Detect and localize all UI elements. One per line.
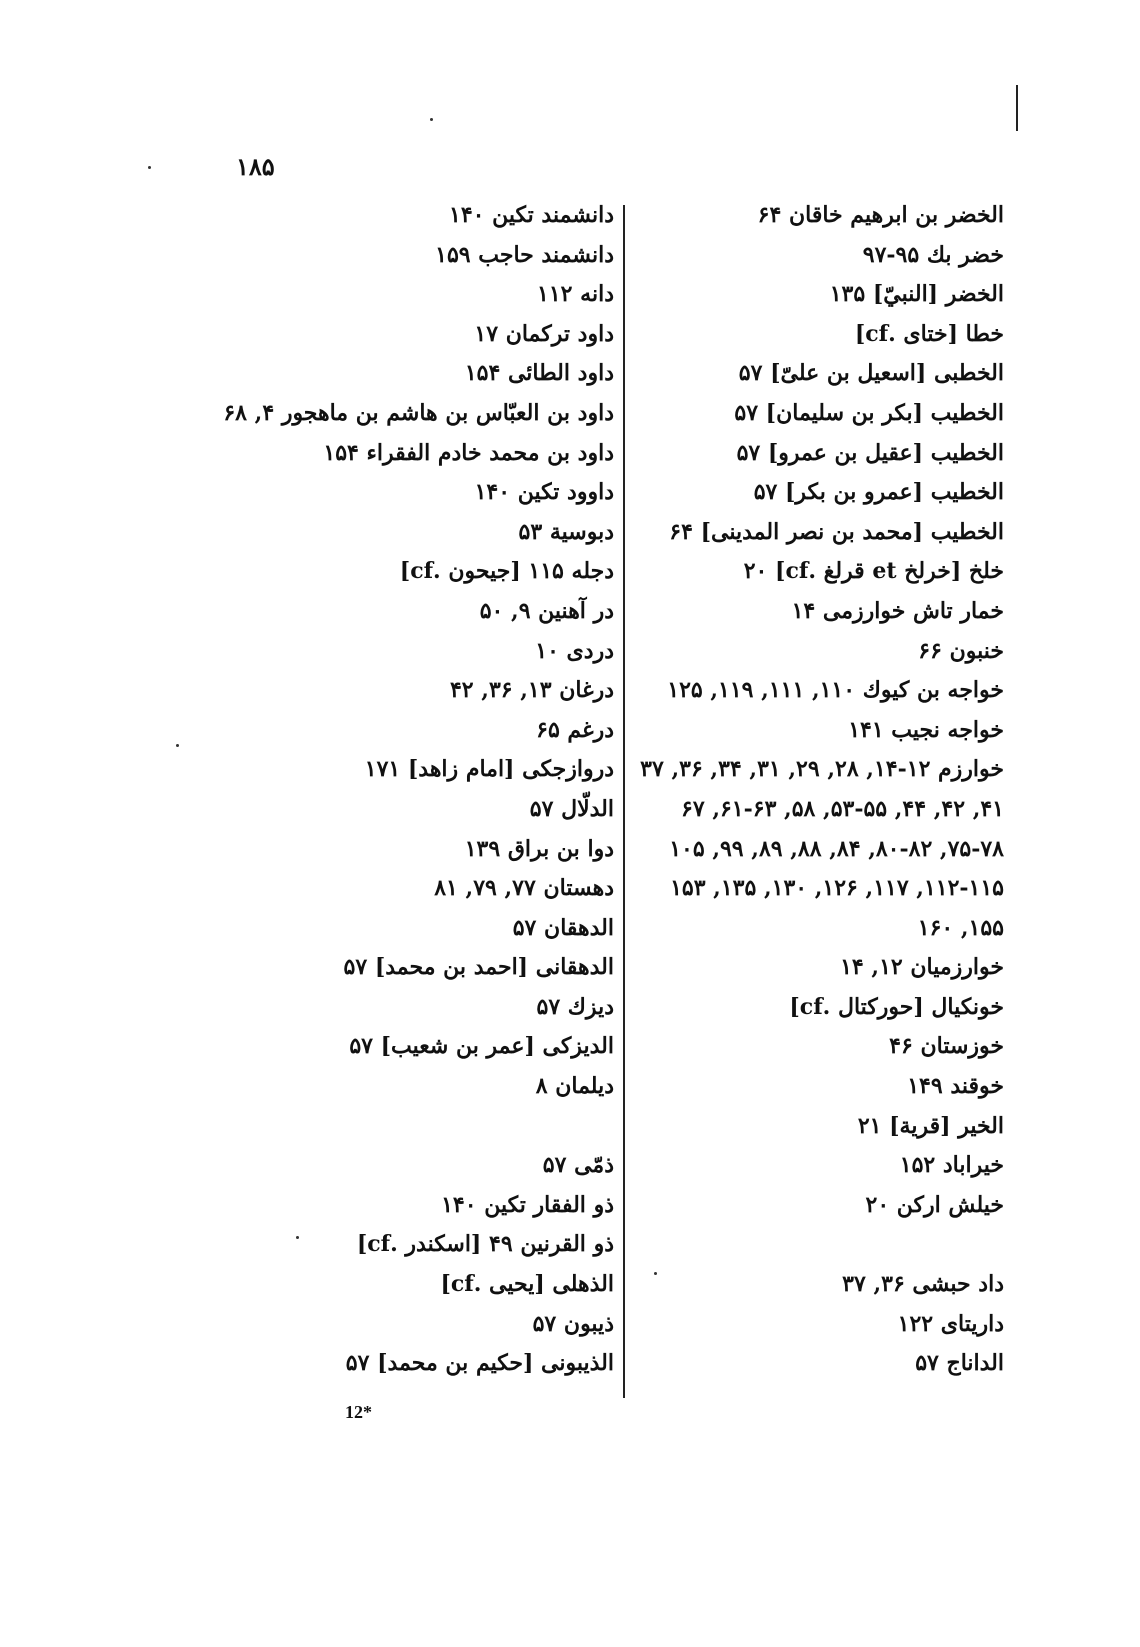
index-entry: خمار تاش خوارزمى ۱۴ (791, 597, 1004, 624)
index-entry: ۱۱۲-۱۱۵, ۱۱۷, ۱۲۶, ۱۳۰, ۱۳۵, ۱۵۳ (670, 875, 1004, 902)
index-entry: ۷۵-۷۸, ۸۰-۸۲, ۸۴, ۸۸, ۸۹, ۹۹, ۱۰۵ (669, 835, 1004, 862)
index-entry: الداناج ۵۷ (915, 1350, 1004, 1377)
index-entry: داود تركمان ۱۷ (474, 320, 614, 347)
page-edge-mark (1016, 85, 1018, 131)
index-entry: ۱۵۵, ۱۶۰ (917, 914, 1004, 941)
right-index-column (632, 196, 1004, 1384)
index-entry: در آهنين ۹, ۵۰ (479, 597, 614, 624)
page-number: ۱۸۵ (236, 152, 275, 181)
index-entry: الخطيب [محمد بن نصر المدينى] ۶۴ (669, 518, 1004, 545)
index-entry: داود بن محمد خادم الفقراء ۱۵۴ (323, 439, 614, 466)
index-entry: خيلش اركن ۲۰ (865, 1191, 1004, 1218)
index-entry: خواجه نجيب ۱۴۱ (848, 716, 1004, 743)
index-entry: الخضر بن ابرهيم خاقان ۶۴ (757, 202, 1004, 228)
index-entry (632, 1225, 1004, 1265)
index-entry (222, 1107, 614, 1147)
index-entry: الدهقانى [احمد بن محمد] ۵۷ (343, 954, 614, 981)
index-entry: داريتاى ۱۲۲ (897, 1310, 1004, 1337)
index-entry: دانه ۱۱۲ (537, 281, 614, 308)
folio-signature: 12* (345, 1402, 372, 1422)
index-entry: دانشمند تكين ۱۴۰ (449, 202, 614, 228)
index-entry: دروازجكى [امام زاهد] ۱۷۱ (364, 756, 614, 783)
index-entry: درغان ۱۳, ۳۶, ۴۲ (449, 677, 614, 704)
column-divider (623, 205, 625, 1398)
left-index-column (222, 196, 614, 1384)
index-entry: الذهلى [يحيى .cf] (440, 1271, 614, 1298)
index-entry: الخطيب [عمرو بن بكر] ۵۷ (753, 479, 1004, 506)
print-speck (296, 1236, 299, 1239)
index-entry: ديزك ۵۷ (536, 993, 614, 1020)
index-entry: الدلّال ۵۷ (529, 795, 614, 822)
index-entry: خوزستان ۴۶ (889, 1033, 1004, 1060)
index-entry: الخير [قرية] ۲۱ (857, 1112, 1004, 1139)
index-entry: دجله ۱۱۵ [جيحون .cf] (399, 558, 614, 585)
index-entry: داوود تكين ۱۴۰ (474, 479, 614, 506)
index-entry: دردى ۱۰ (535, 637, 614, 664)
index-entry: خوارزم ۱۲-۱۴, ۲۸, ۲۹, ۳۱, ۳۴, ۳۶, ۳۷ (640, 756, 1004, 783)
index-entry: الديزكى [عمر بن شعيب] ۵۷ (349, 1033, 614, 1060)
index-entry: الخضر [النبيّ] ۱۳۵ (829, 281, 1004, 308)
index-entry: الخطيب [بكر بن سليمان] ۵۷ (734, 399, 1004, 426)
print-speck (654, 1272, 657, 1275)
print-speck (176, 744, 179, 747)
index-entry: ذيبون ۵۷ (532, 1310, 614, 1337)
index-entry: خنبون ۶۶ (918, 637, 1004, 664)
index-entry: دوا بن براق ۱۳۹ (464, 835, 614, 862)
index-entry: دبوسية ۵۳ (518, 518, 614, 545)
index-entry: خضر بك ۹۵-۹۷ (862, 241, 1004, 268)
index-entry: الخطيب [عقيل بن عمرو] ۵۷ (736, 439, 1004, 466)
index-entry: دهستان ۷۷, ۷۹, ۸۱ (434, 875, 614, 902)
index-entry: الدهقان ۵۷ (512, 914, 614, 941)
index-entry: داد حبشى ۳۶, ۳۷ (842, 1271, 1004, 1298)
index-entry: الذيبونى [حكيم بن محمد] ۵۷ (345, 1350, 614, 1377)
index-entry: درغم ۶۵ (536, 716, 614, 743)
index-entry: ذو القرنين ۴۹ [اسكندر .cf] (356, 1231, 614, 1258)
index-entry: خونكيال [حوركتال .cf] (789, 993, 1004, 1020)
index-entry: دانشمند حاجب ۱۵۹ (435, 241, 614, 268)
index-entry: داود الطائى ۱۵۴ (464, 360, 614, 387)
index-entry: ذو الفقار تكين ۱۴۰ (441, 1191, 614, 1218)
index-entry: داود بن العبّاس بن هاشم بن ماهجور ۴, ۶۸ (223, 399, 614, 426)
index-entry: خيراباد ۱۵۲ (899, 1152, 1004, 1179)
print-speck (430, 118, 433, 121)
index-entry: خوارزميان ۱۲, ۱۴ (840, 954, 1004, 981)
index-entry: خطا [ختاى .cf] (854, 320, 1004, 347)
index-entry: ۴۱, ۴۲, ۴۴, ۵۳-۵۵, ۵۸, ۶۱-۶۳, ۶۷ (681, 795, 1004, 822)
index-entry: خواجه بن كيوك ۱۱۰, ۱۱۱, ۱۱۹, ۱۲۵ (667, 677, 1004, 704)
print-speck (148, 166, 151, 169)
index-entry: ذمّى ۵۷ (542, 1152, 614, 1179)
index-entry: ديلمان ۸ (535, 1073, 614, 1100)
index-entry: الخطبى [اسعيل بن علىّ] ۵۷ (738, 360, 1004, 387)
index-entry: خلخ [خرلخ et قرلغ .cf] ۲۰ (743, 558, 1004, 585)
index-entry: خوقند ۱۴۹ (907, 1073, 1004, 1100)
